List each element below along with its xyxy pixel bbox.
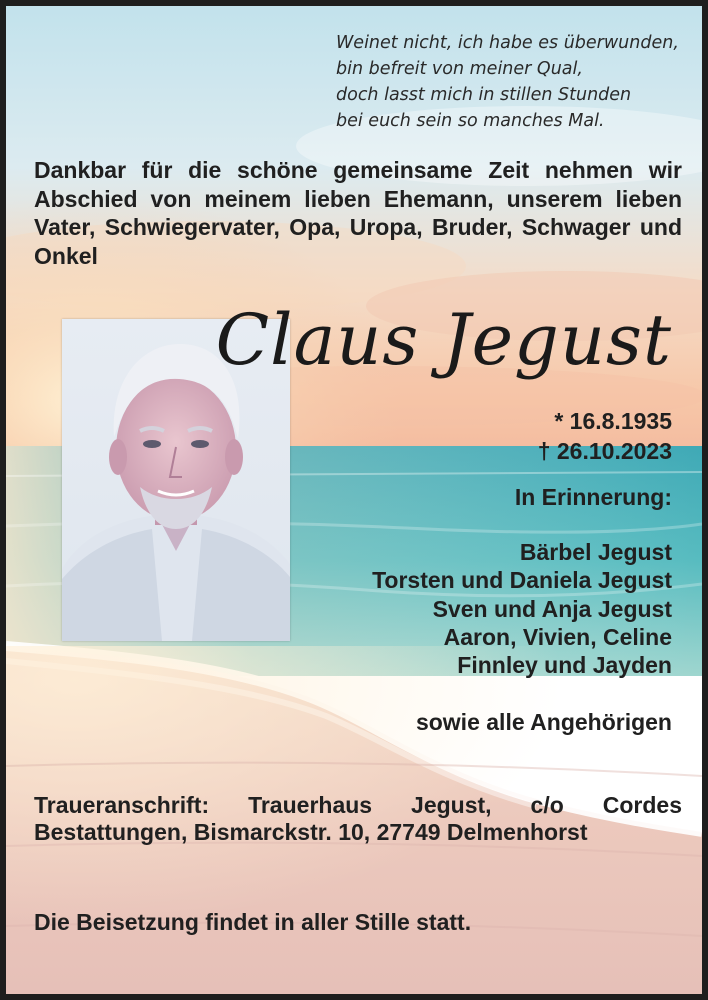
mourning-address: Traueranschrift: Trauerhaus Jegust, c/o Cordes Bestattungen, Bismarckstr. 10, 27749 Delmenhorst	[34, 792, 682, 845]
birth-date: * 16.8.1935	[554, 408, 672, 434]
life-dates	[538, 406, 672, 466]
memorial-poem: Weinet nicht, ich habe es überwunden, bin befreit von meiner Qual, doch lasst mich in stillen Stunden bei euch sein so manches Mal.	[336, 33, 679, 131]
mourners-list	[372, 538, 672, 679]
mourner-name: Bärbel Jegust	[519, 539, 672, 565]
mourner-name: Torsten und Daniela Jegust	[372, 567, 672, 594]
burial-note: Die Beisetzung findet in aller Stille statt.	[34, 909, 472, 935]
notice-content	[6, 6, 702, 994]
deceased-name: Claus Jegust	[215, 299, 672, 381]
announcement-text: Dankbar für die schöne gemeinsame Zeit nehmen wir Abschied von meinem lieben Ehemann, unserem lieben Vater, Schwiegervater, Opa, Uropa, Bruder, Schwager und Onkel	[34, 157, 682, 269]
mourner-name: Aaron, Vivien, Celine	[443, 623, 672, 650]
death-date: † 26.10.2023	[537, 438, 672, 464]
mourner-name: Finnley und Jayden	[457, 652, 672, 679]
other-relatives: sowie alle Angehörigen	[415, 709, 672, 735]
remembrance-heading: In Erinnerung:	[514, 484, 672, 510]
mourner-name: Sven und Anja Jegust	[432, 595, 672, 622]
